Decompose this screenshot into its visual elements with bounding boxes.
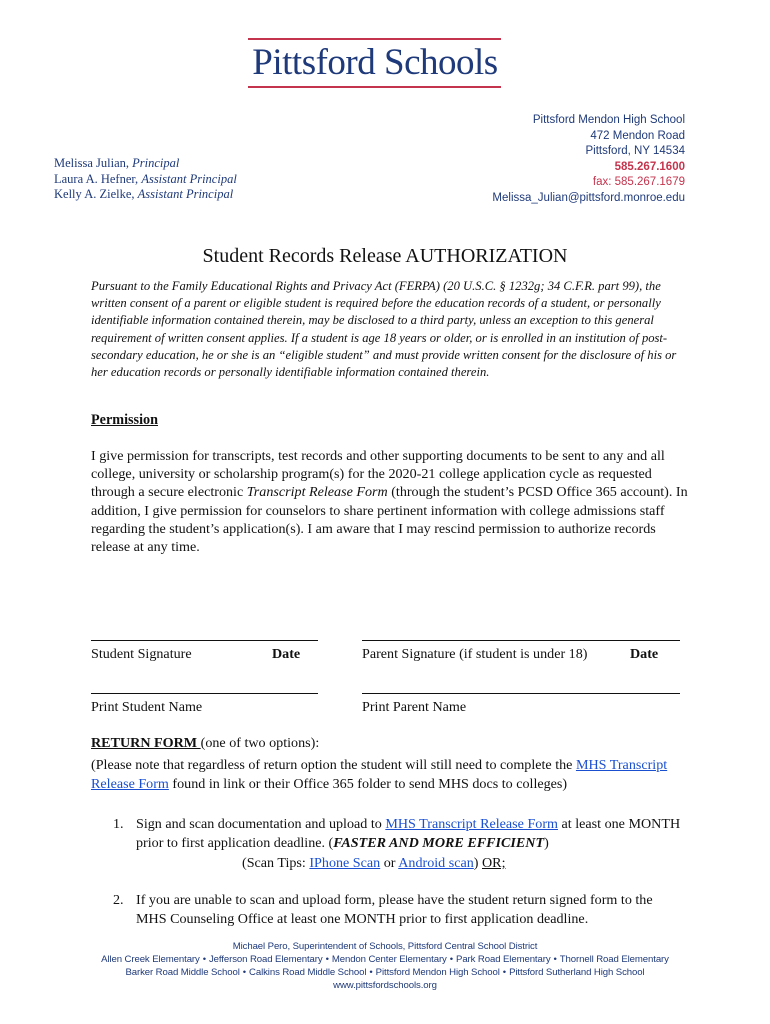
student-signature-line[interactable] — [91, 640, 318, 641]
staff-member: Kelly A. Zielke, Assistant Principal — [54, 187, 234, 201]
print-student-label: Print Student Name — [91, 699, 203, 715]
bullet-separator: • — [202, 954, 206, 965]
footer-school: Thornell Road Elementary — [559, 954, 669, 965]
city: Pittsford, NY 14534 — [585, 145, 685, 157]
permission-heading: Permission — [91, 412, 158, 428]
ferpa-intro: Pursuant to the Family Educational Rights and Privacy Act (FERPA) (20 U.S.C. § 1232g; 34 C.F.R. part 99), the written consent of a parent or eligible student is required before the education records of a student, or personally identifiable information contained therein, may be disclosed to a third party, unless an exception to this general requirement of written consent applies. If a student is age 18 years or older, or is enrolled in an institution of post-secondary education, he or she is an “eligible student” and must provide written consent for the disclosure of his or her education records or personally identifiable information contained therein. — [91, 279, 677, 380]
school-address — [492, 113, 685, 206]
footer-school: Pittsford Mendon High School — [375, 967, 500, 978]
bullet-separator: • — [369, 967, 373, 978]
date-label: Date — [630, 646, 659, 662]
document-title: Student Records Release AUTHORIZATION — [202, 245, 568, 267]
fax: fax: 585.267.1679 — [592, 176, 685, 188]
bullet-separator: • — [242, 967, 247, 978]
staff-member: Melissa Julian, Principal — [54, 156, 180, 170]
date-label: Date — [272, 646, 301, 662]
footer-school: Barker Road Middle School — [125, 967, 240, 978]
email: Melissa_Julian@pittsford.monroe.edu — [492, 191, 685, 204]
footer-school: Pittsford Sutherland High School — [509, 967, 645, 978]
footer-school: Jefferson Road Elementary — [208, 954, 323, 965]
parent-signature-label: Parent Signature (if student is under 18) — [362, 646, 588, 662]
school-name: Pittsford Mendon High School — [532, 114, 685, 126]
list-item: 2. If you are unable to scan and upload form, please have the student return signed form to the MHS Counseling Office at least one MONTH prior to first application deadline. — [113, 892, 653, 927]
student-signature-label: Student Signature — [91, 646, 192, 662]
logo-rule-bottom — [248, 86, 501, 88]
footer-schools-2 — [0, 966, 770, 979]
superintendent: Michael Pero, Superintendent of Schools, Pittsford Central School District — [232, 941, 538, 952]
print-parent-label: Print Parent Name — [362, 699, 467, 715]
android-scan-link[interactable]: Android scan — [398, 855, 474, 871]
school-logo: Pittsford Schools — [252, 42, 498, 83]
footer-school: Calkins Road Middle School — [249, 967, 367, 978]
phone: 585.267.1600 — [614, 160, 685, 173]
bullet-separator: • — [325, 954, 329, 965]
bullet-separator: • — [553, 954, 557, 965]
transcript-release-link[interactable]: MHS Transcript Release Form — [385, 816, 558, 832]
permission-body: I give permission for transcripts, test records and other supporting documents to be sent to any and all college, university or scholarship program(s) for the 2020-21 college application cycle as requested through a secure electronic Transcript Release Form (through the student’s PCSD Office 365 account). In addition, I give permission for counselors to share pertinent information with college admissions staff regarding the student’s application(s). I am aware that I may rescind permission to authorize records release at any time. — [91, 448, 688, 556]
bullet-separator: • — [449, 954, 454, 965]
transcript-release-link[interactable]: MHS Transcript Release Form — [91, 757, 668, 792]
bullet-separator: • — [502, 967, 507, 978]
print-parent-line[interactable] — [362, 693, 680, 694]
parent-signature-line[interactable] — [362, 640, 680, 641]
return-note: (Please note that regardless of return option the student will still need to complete the MHS Transcript Release Form found in link or their Office 365 folder to send MHS docs to colleges) — [91, 757, 668, 792]
website: www.pittsfordschools.org — [333, 980, 437, 991]
street: 472 Mendon Road — [590, 129, 685, 142]
footer-schools-1 — [0, 953, 770, 966]
footer-school: Allen Creek Elementary — [101, 954, 200, 965]
scan-tips: (Scan Tips: IPhone Scan or Android scan) OR; — [242, 855, 506, 871]
list-item: 1. Sign and scan documentation and upload to MHS Transcript Release Form at least one MONTH prior to first application deadline. (FASTER AND MORE EFFICIENT) — [113, 816, 681, 851]
iphone-scan-link[interactable]: IPhone Scan — [309, 855, 381, 871]
return-form-heading: RETURN FORM (one of two options): — [91, 735, 320, 751]
print-student-line[interactable] — [91, 693, 318, 694]
footer — [0, 940, 770, 992]
staff-member: Laura A. Hefner, Assistant Principal — [54, 171, 237, 186]
footer-school: Park Road Elementary — [456, 954, 551, 965]
staff-list — [54, 156, 237, 203]
footer-school: Mendon Center Elementary — [331, 954, 447, 965]
